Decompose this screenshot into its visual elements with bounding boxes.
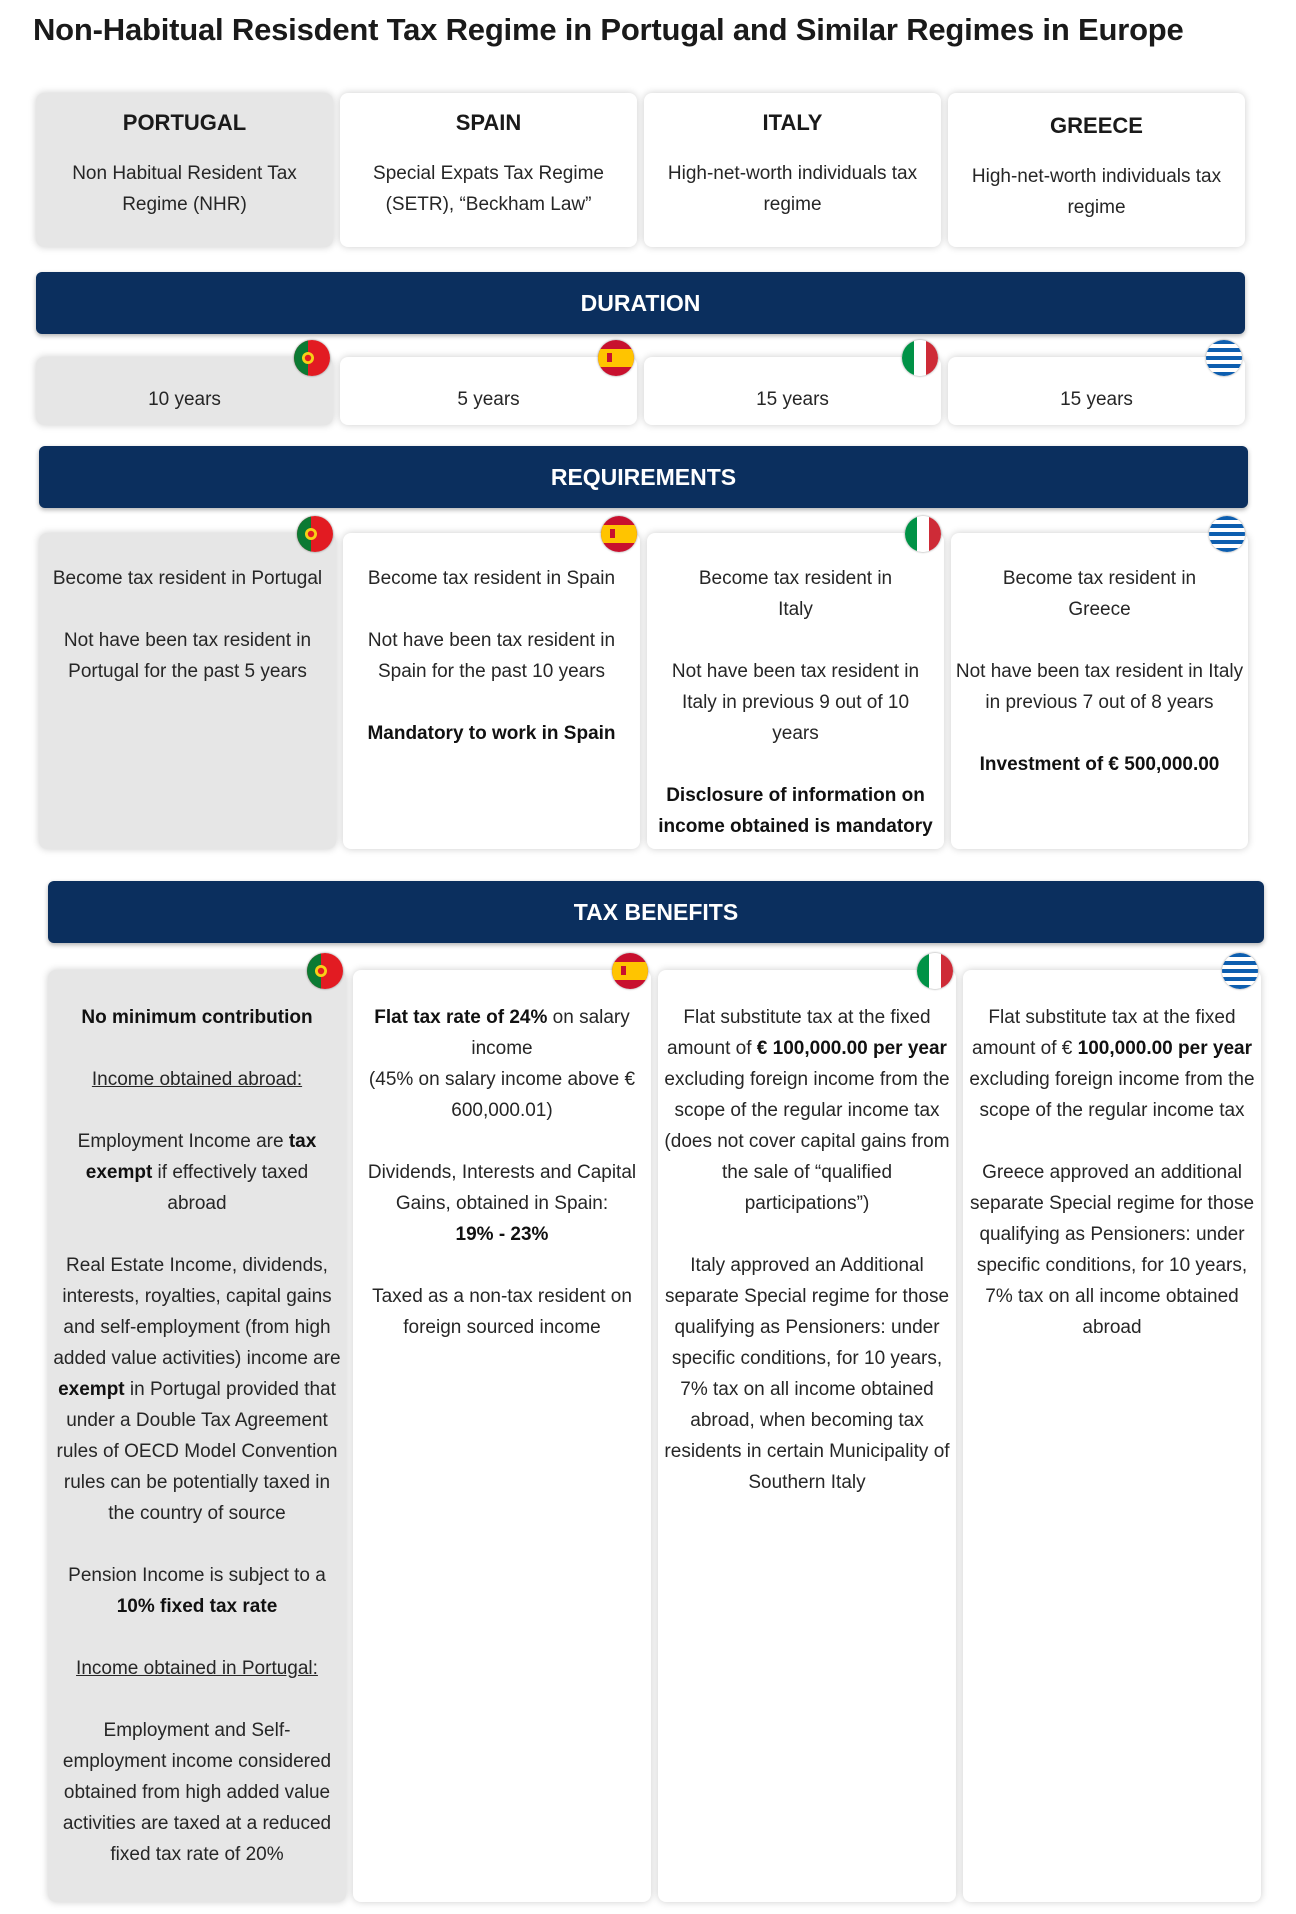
benefit-portugal-abroad-heading: Income obtained abroad: bbox=[91, 1069, 303, 1090]
benefit-portugal-pension-text: Pension Income is subject to a bbox=[68, 1565, 326, 1586]
country-header-row bbox=[36, 93, 1245, 247]
spain-flag-icon bbox=[598, 340, 634, 376]
country-name-greece: GREECE bbox=[1050, 113, 1143, 138]
benefit-spain-dividends-rate: 19% - 23% bbox=[455, 1224, 549, 1245]
italy-flag-icon bbox=[902, 340, 938, 376]
benefit-italy-flat-tax-scope: excluding foreign income from the scope of the regular income tax (does not cover capital gains from the sale of “qualified participations”) bbox=[664, 1069, 950, 1214]
italy-flag-icon bbox=[905, 516, 941, 552]
benefits-card-greece bbox=[963, 970, 1261, 1902]
duration-portugal: 10 years bbox=[148, 389, 221, 410]
duration-greece: 15 years bbox=[1060, 389, 1133, 410]
benefit-portugal-no-min-contribution: No minimum contribution bbox=[81, 1007, 313, 1028]
benefit-portugal-domestic-heading: Income obtained in Portugal: bbox=[76, 1658, 318, 1679]
benefits-card-portugal bbox=[48, 970, 346, 1902]
requirements-card-greece bbox=[951, 533, 1248, 849]
benefit-italy-flat-tax-amount: € 100,000.00 per year bbox=[756, 1038, 947, 1059]
benefit-spain-high-salary-rate: (45% on salary income above € 600,000.01) bbox=[368, 1069, 636, 1121]
country-card-greece bbox=[948, 93, 1245, 247]
benefit-portugal-pension bbox=[52, 1560, 342, 1622]
benefit-greece-flat-tax bbox=[967, 1002, 1257, 1126]
duration-card-italy bbox=[644, 357, 941, 425]
regime-italy: High-net-worth individuals tax regime bbox=[667, 163, 918, 215]
requirement-spain-prior-residency: Not have been tax resident in Spain for the past 10 years bbox=[367, 630, 616, 682]
duration-row bbox=[36, 357, 1245, 425]
requirement-portugal-prior-residency: Not have been tax resident in Portugal for the past 5 years bbox=[63, 630, 312, 682]
requirement-italy-disclosure: Disclosure of information on income obtained is mandatory bbox=[658, 785, 933, 837]
country-name-spain: SPAIN bbox=[455, 110, 522, 135]
duration-card-portugal bbox=[36, 357, 333, 425]
benefit-spain-dividends bbox=[357, 1157, 647, 1250]
benefit-greece-flat-tax-text: Flat substitute tax at the fixed amount of € bbox=[972, 1007, 1236, 1059]
requirement-portugal-residency: Become tax resident in Portugal bbox=[52, 568, 323, 589]
requirements-card-spain bbox=[343, 533, 640, 849]
requirement-spain-work: Mandatory to work in Spain bbox=[367, 723, 616, 744]
benefit-portugal-passive-text: Real Estate Income, dividends, interests, royalties, capital gains and self-employment (from high added value activities) income are bbox=[53, 1255, 341, 1369]
requirement-greece-prior-residency: Not have been tax resident in Italy in previous 7 out of 8 years bbox=[955, 661, 1244, 713]
greece-flag-icon bbox=[1209, 516, 1245, 552]
benefit-spain-dividends-text: Dividends, Interests and Capital Gains, obtained in Spain: bbox=[367, 1162, 637, 1214]
tax-benefits-banner: TAX BENEFITS bbox=[48, 881, 1264, 943]
country-card-spain bbox=[340, 93, 637, 247]
regime-spain: Special Expats Tax Regime (SETR), “Beckham Law” bbox=[373, 163, 604, 215]
benefit-portugal-employment-text: Employment Income are bbox=[77, 1131, 289, 1152]
benefit-spain-foreign-income: Taxed as a non-tax resident on foreign sourced income bbox=[372, 1286, 632, 1338]
page-title: Non-Habitual Resisdent Tax Regime in Portugal and Similar Regimes in Europe bbox=[33, 12, 1184, 47]
greece-flag-icon bbox=[1206, 340, 1242, 376]
requirements-row bbox=[39, 533, 1248, 849]
duration-card-spain bbox=[340, 357, 637, 425]
country-card-italy bbox=[644, 93, 941, 247]
requirements-card-portugal bbox=[39, 533, 336, 849]
benefit-portugal-passive-emphasis: exempt bbox=[58, 1379, 125, 1400]
portugal-flag-icon bbox=[307, 953, 343, 989]
requirements-card-italy bbox=[647, 533, 944, 849]
benefit-italy-flat-tax-text: Flat substitute tax at the fixed amount of bbox=[667, 1007, 931, 1059]
benefit-portugal-employment-condition: if effectively taxed abroad bbox=[152, 1162, 309, 1214]
benefit-italy-flat-tax bbox=[662, 1002, 952, 1219]
spain-flag-icon bbox=[612, 953, 648, 989]
benefit-spain-flat-rate-text: on salary income bbox=[471, 1007, 630, 1059]
benefits-card-spain bbox=[353, 970, 651, 1902]
country-name-italy: ITALY bbox=[762, 110, 823, 135]
benefit-portugal-passive-condition: in Portugal provided that under a Double Tax Agreement rules of OECD Model Convention rules can be potentially taxed in the country of source bbox=[56, 1379, 338, 1524]
country-name-portugal: PORTUGAL bbox=[122, 110, 247, 135]
duration-banner: DURATION bbox=[36, 272, 1245, 334]
benefit-portugal-pension-rate: 10% fixed tax rate bbox=[116, 1596, 278, 1617]
benefit-portugal-employment-emphasis: tax exempt bbox=[85, 1131, 317, 1183]
requirement-spain-residency: Become tax resident in Spain bbox=[367, 568, 616, 589]
benefit-spain-flat-rate bbox=[357, 1002, 647, 1126]
country-card-portugal bbox=[36, 93, 333, 247]
duration-spain: 5 years bbox=[457, 389, 520, 410]
spain-flag-icon bbox=[601, 516, 637, 552]
regime-greece: High-net-worth individuals tax regime bbox=[971, 166, 1222, 218]
benefit-greece-flat-tax-amount: 100,000.00 per year bbox=[1077, 1038, 1252, 1059]
requirement-greece-investment: Investment of € 500,000.00 bbox=[979, 754, 1220, 775]
benefit-spain-flat-rate-emphasis: Flat tax rate of 24% bbox=[374, 1007, 548, 1028]
regime-portugal: Non Habitual Resident Tax Regime (NHR) bbox=[72, 163, 297, 215]
benefit-greece-flat-tax-scope: excluding foreign income from the scope of the regular income tax bbox=[969, 1069, 1255, 1121]
benefit-portugal-passive-income bbox=[52, 1250, 342, 1529]
portugal-flag-icon bbox=[297, 516, 333, 552]
duration-italy: 15 years bbox=[756, 389, 829, 410]
benefit-portugal-domestic-rate: Employment and Self-employment income considered obtained from high added value activities are taxed at a reduced fixed tax rate of 20% bbox=[62, 1720, 332, 1865]
benefits-card-italy bbox=[658, 970, 956, 1902]
requirement-italy-prior-residency: Not have been tax resident in Italy in previous 9 out of 10 years bbox=[671, 661, 920, 744]
requirement-italy-residency: Become tax resident in Italy bbox=[698, 568, 893, 620]
benefit-greece-pensioners: Greece approved an additional separate Special regime for those qualifying as Pensioners: under specific conditions, for 10 years, 7% tax on all income obtained abroad bbox=[969, 1162, 1255, 1338]
duration-card-greece bbox=[948, 357, 1245, 425]
italy-flag-icon bbox=[917, 953, 953, 989]
benefit-italy-pensioners: Italy approved an Additional separate Special regime for those qualifying as Pensioners: under specific conditions, for 10 years, 7% tax on all income obtained abroad, when becoming tax residents in certain Municipality of Southern Italy bbox=[664, 1255, 950, 1493]
benefit-portugal-employment bbox=[52, 1126, 342, 1219]
greece-flag-icon bbox=[1222, 953, 1258, 989]
requirement-greece-residency: Become tax resident in Greece bbox=[1002, 568, 1197, 620]
tax-benefits-row bbox=[48, 970, 1261, 1902]
requirements-banner: REQUIREMENTS bbox=[39, 446, 1248, 508]
portugal-flag-icon bbox=[294, 340, 330, 376]
